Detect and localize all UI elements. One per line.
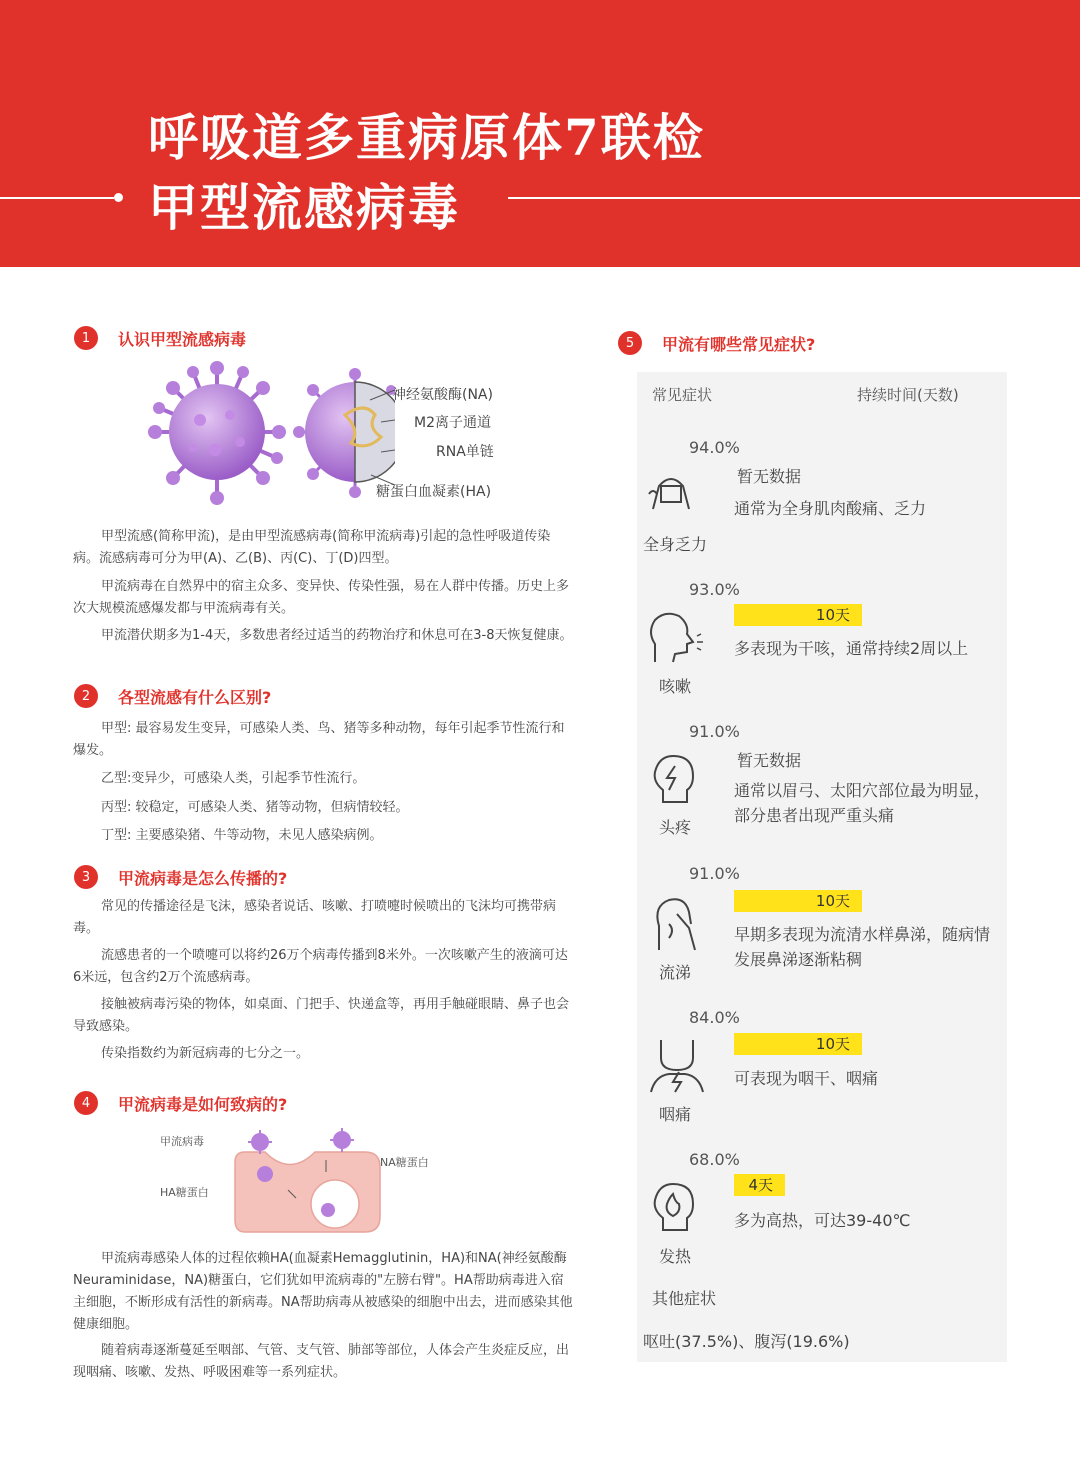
s1-paragraph: 甲流病毒在自然界中的宿主众多、变异快、传染性强，易在人群中传播。历史上多次大规模流感爆发都与甲流病毒有关。 [73, 579, 570, 616]
s2-paragraph: 甲型: 最容易发生变异，可感染人类、鸟、猪等多种动物，每年引起季节性流行和爆发。 [73, 721, 565, 758]
duration-bar: 10天 [734, 604, 862, 626]
s3-paragraph: 接触被病毒污染的物体，如桌面、门把手、快递盒等，再用手触碰眼睛、鼻子也会导致感染。 [73, 997, 570, 1034]
section-title: 甲流病毒是怎么传播的? [118, 868, 288, 888]
page-title: 呼吸道多重病原体7联检 [148, 108, 705, 167]
headache-icon [649, 752, 699, 808]
page-subtitle: 甲型流感病毒 [148, 178, 460, 237]
diagram-label-na: NA糖蛋白 [380, 1156, 429, 1169]
duration-bar: 4天 [734, 1174, 785, 1196]
s3-paragraph: 流感患者的一个喷嚏可以将约26万个病毒传播到8米外。一次咳嗽产生的液滴可达6米远，包含约2万个流感病毒。 [73, 948, 568, 985]
col-duration-header: 持续时间(天数) [857, 386, 959, 404]
header-rule-left [0, 197, 114, 199]
s3-paragraph: 常见的传播途径是飞沫，感染者说话、咳嗽、打喷嚏时候喷出的飞沫均可携带病毒。 [73, 899, 557, 936]
s4-paragraph: 随着病毒逐渐蔓延至咽部、气管、支气管、肺部等部位，人体会产生炎症反应，出现咽痛、咳嗽、发热、呼吸困难等一系列症状。 [73, 1343, 570, 1380]
duration-bar: 10天 [734, 890, 862, 912]
section-number: 1 [74, 326, 98, 350]
s1-paragraph: 甲型流感(简称甲流)，是由甲型流感病毒(简称甲流病毒)引起的急性呼吸道传染病。流感病毒可分为甲(A)、乙(B)、丙(C)、丁(D)四型。 [73, 529, 551, 566]
sore-throat-icon [649, 1036, 705, 1094]
virus-illustration [145, 360, 395, 510]
symptom-percent: 91.0% [689, 864, 740, 883]
virus-label-rna: RNA单链 [436, 444, 494, 460]
section-number: 2 [74, 684, 98, 708]
section-4-heading [74, 1091, 287, 1115]
section-number: 3 [74, 865, 98, 889]
header-banner [0, 0, 1080, 267]
section-title: 甲流病毒是如何致病的? [118, 1094, 288, 1114]
fever-icon [649, 1180, 699, 1236]
infection-diagram [220, 1122, 420, 1242]
s4-paragraph: 甲流病毒感染人体的过程依赖HA(血凝素Hemagglutinin，HA)和NA(神经氨酸酶Neuraminidase，NA)糖蛋白，它们犹如甲流病毒的"左膀右臂"。HA帮助病毒进入宿主细胞，不断形成有活性的新病毒。NA帮助病毒从被感染的细胞中出去，进而感染其他健康细胞。 [73, 1251, 573, 1332]
symptom-duration-nodata: 暂无数据 [737, 751, 802, 770]
header-rule-right [508, 197, 1080, 199]
symptom-desc: 通常为全身肌肉酸痛、乏力 [734, 499, 927, 518]
symptom-name: 咳嗽 [659, 677, 692, 696]
virus-label-na: 神经氨酸酶(NA) [392, 387, 493, 403]
other-symptoms-label: 其他症状 [652, 1289, 717, 1308]
virus-label-ha: 糖蛋白血凝素(HA) [376, 484, 492, 500]
symptom-percent: 91.0% [689, 722, 740, 741]
section-number: 4 [74, 1091, 98, 1115]
symptom-panel [637, 372, 1007, 1362]
section-5-heading [618, 331, 815, 355]
symptom-percent: 84.0% [689, 1008, 740, 1027]
symptom-desc: 通常以眉弓、太阳穴部位最为明显，部分患者出现严重头痛 [734, 781, 991, 825]
symptom-duration-nodata: 暂无数据 [737, 467, 802, 486]
cough-icon [643, 608, 707, 666]
symptom-desc: 可表现为咽干、咽痛 [734, 1069, 879, 1088]
symptom-name: 咽痛 [659, 1105, 692, 1124]
s3-paragraph: 传染指数约为新冠病毒的七分之一。 [101, 1046, 310, 1061]
section-title: 认识甲型流感病毒 [118, 329, 247, 349]
fatigue-icon [643, 464, 699, 514]
diagram-label-virus: 甲流病毒 [160, 1135, 204, 1148]
symptom-percent: 94.0% [689, 438, 740, 457]
s2-paragraph: 乙型:变异少，可感染人类，引起季节性流行。 [101, 771, 366, 786]
section-1-heading [74, 326, 246, 350]
section-3-heading [74, 865, 287, 889]
runny-nose-icon [649, 894, 705, 952]
duration-bar: 10天 [734, 1033, 862, 1055]
s2-paragraph: 丁型: 主要感染猪、牛等动物，未见人感染病例。 [101, 828, 383, 843]
symptom-desc: 多表现为干咳，通常持续2周以上 [734, 639, 969, 658]
symptom-desc: 多为高热，可达39-40℃ [734, 1211, 911, 1230]
section-title: 甲流有哪些常见症状? [662, 334, 816, 354]
s1-paragraph: 甲流潜伏期多为1-4天，多数患者经过适当的药物治疗和休息可在3-8天恢复健康。 [101, 628, 573, 643]
col-symptom-header: 常见症状 [652, 386, 713, 404]
section-title: 各型流感有什么区别? [118, 687, 272, 707]
diagram-label-ha: HA糖蛋白 [160, 1186, 209, 1199]
symptom-name: 发热 [659, 1247, 692, 1266]
s2-paragraph: 丙型: 较稳定，可感染人类、猪等动物，但病情较轻。 [101, 800, 409, 815]
section-2-heading [74, 684, 271, 708]
symptom-name: 全身乏力 [643, 535, 708, 554]
symptom-percent: 93.0% [689, 580, 740, 599]
symptom-desc: 早期多表现为流清水样鼻涕，随病情发展鼻涕逐渐粘稠 [734, 925, 991, 969]
symptom-name: 头疼 [659, 818, 692, 837]
header-dot [114, 193, 123, 202]
virus-label-m2: M2离子通道 [414, 415, 491, 431]
symptom-name: 流涕 [659, 963, 692, 982]
section-number: 5 [618, 331, 642, 355]
symptom-percent: 68.0% [689, 1150, 740, 1169]
other-symptoms-text: 呕吐(37.5%)、腹泻(19.6%) [643, 1332, 850, 1351]
